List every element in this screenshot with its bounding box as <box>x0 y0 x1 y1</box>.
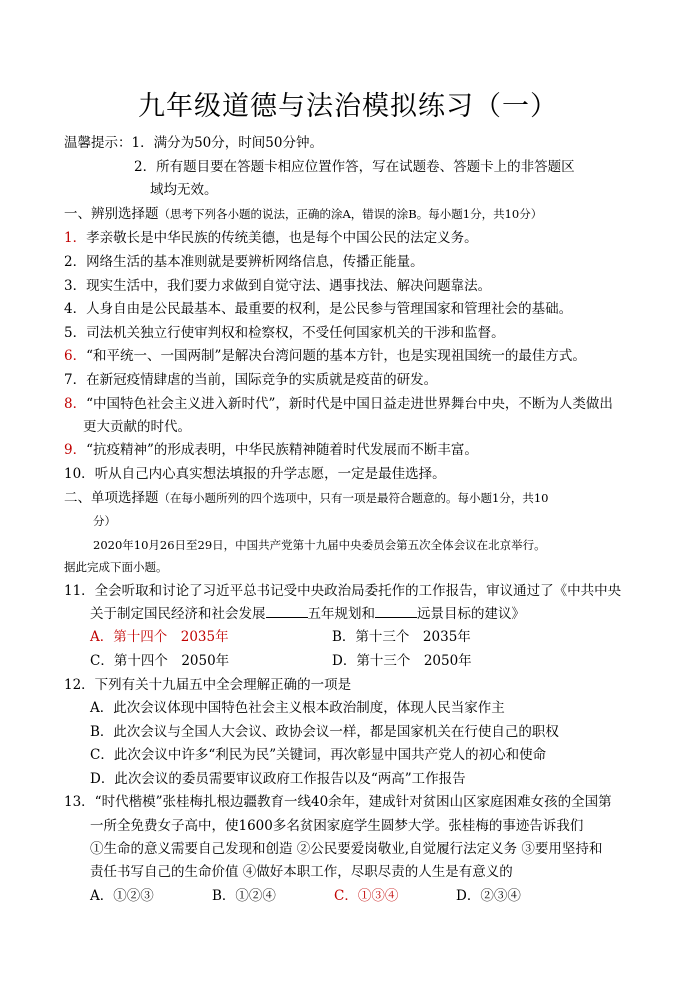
q13-option-b: B．①②④ <box>212 888 276 904</box>
q11-option-d: D．第十三个 2050年 <box>332 653 472 669</box>
q13-stem-4: 责任书写自己的生命价值 ④做好本职工作，尽职尽责的人生是有意义的 <box>90 864 513 880</box>
section2-note: （在每小题所列的四个选项中，只有一项是最符合题意的。每小题1分，共10 <box>158 491 549 505</box>
section2-note-cont: 分） <box>93 514 116 528</box>
notice-item-2a: 2．所有题目要在答题卡相应位置作答，写在试题卷、答题卡上的非答题区 <box>134 159 575 175</box>
notice-item-2b: 域均无效。 <box>150 182 218 198</box>
q11-stem-1: 11．全会听取和讨论了习近平总书记受中央政治局委托作的工作报告，审议通过了《中共中央 <box>64 583 622 599</box>
q11-blank-2 <box>375 605 417 618</box>
s1-item-10: 10．听从自己内心真实想法填报的升学志愿，一定是最佳选择。 <box>64 466 446 482</box>
s1-item-8-cont: 更大贡献的时代。 <box>83 419 191 435</box>
s1-item-2: 2．网络生活的基本准则就是要辨析网络信息，传播正能量。 <box>64 254 424 270</box>
context-line-2: 据此完成下面小题。 <box>64 560 168 574</box>
s1-item-7: 7．在新冠疫情肆虐的当前，国际竞争的实质就是疫苗的研发。 <box>64 372 438 388</box>
q12-option-c: C．此次会议中许多“利民为民”关键词，再次彰显中国共产党人的初心和使命 <box>90 747 547 763</box>
notice-item-1: 1．满分为50分，时间50分钟。 <box>131 135 323 151</box>
s1-item-3: 3．现实生活中，我们要力求做到自觉守法、遇事找法、解决问题靠法。 <box>64 278 492 294</box>
section1-heading: 一、辨别选择题 <box>64 206 159 222</box>
s1-item-4: 4．人身自由是公民最基本、最重要的权利，是公民参与管理国家和管理社会的基础。 <box>64 301 573 317</box>
context-line-1: 2020年10月26日至29日，中国共产党第十九届中央委员会第五次全体会议在北京举行。 <box>93 538 546 552</box>
s1-item-6: 6．“和平统一、一国两制”是解决台湾问题的基本方针，也是实现祖国统一的最佳方式。 <box>64 348 586 364</box>
page-title: 九年级道德与法治模拟练习（一） <box>138 91 558 122</box>
q11-stem-2: 关于制定国民经济和社会发展 五年规划和 远景目标的建议》 <box>90 606 525 622</box>
notice-line-1 <box>64 134 323 152</box>
q11-option-b: B．第十三个 2035年 <box>332 629 471 645</box>
s1-item-8: 8．“中国特色社会主义进入新时代”，新时代是中国日益走进世界舞台中央，不断为人类做出 <box>64 396 613 412</box>
q11-blank-1 <box>266 605 308 618</box>
section1-heading-line <box>64 205 542 223</box>
q12-option-b: B．此次会议与全国人大会议、政协会议一样，都是国家机关在行使自己的职权 <box>90 724 559 740</box>
q13-option-a: A．①②③ <box>90 888 154 904</box>
section2-heading: 二、单项选择题 <box>64 490 159 506</box>
q13-option-c: C．①③④ <box>334 888 399 904</box>
s1-item-1: 1．孝亲敬长是中华民族的传统美德，也是每个中国公民的法定义务。 <box>64 230 478 246</box>
section2-heading-line <box>64 489 548 507</box>
q13-stem-2: 一所全免费女子高中，使1600多名贫困家庭学生圆梦大学。张桂梅的事迹告诉我们 <box>90 818 584 834</box>
s1-item-9: 9．“抗疫精神”的形成表明，中华民族精神随着时代发展而不断丰富。 <box>64 442 478 458</box>
q12-option-d: D．此次会议的委员需要审议政府工作报告以及“两高”工作报告 <box>90 771 466 787</box>
q12-stem: 12．下列有关十九届五中全会理解正确的一项是 <box>64 677 352 693</box>
s1-item-5: 5．司法机关独立行使审判权和检察权，不受任何国家机关的干涉和监督。 <box>64 325 505 341</box>
q12-option-a: A．此次会议体现中国特色社会主义根本政治制度，体现人民当家作主 <box>90 700 505 716</box>
notice-label: 温馨提示： <box>64 135 132 151</box>
section1-note: （思考下列各小题的说法，正确的涂A，错误的涂B。每小题1分，共10分） <box>158 207 543 221</box>
q11-option-a: A．第十四个 2035年 <box>90 629 229 645</box>
q13-stem-3: ①生命的意义需要自己发现和创造 ②公民要爱岗敬业,自觉履行法定义务 ③要用坚持和 <box>90 841 603 857</box>
q11-option-c: C．第十四个 2050年 <box>90 653 230 669</box>
q13-stem-1: 13．“时代楷模”张桂梅扎根边疆教育一线40余年，建成针对贫困山区家庭困难女孩的全国第 <box>64 794 612 810</box>
q13-option-d: D．②③④ <box>456 888 521 904</box>
